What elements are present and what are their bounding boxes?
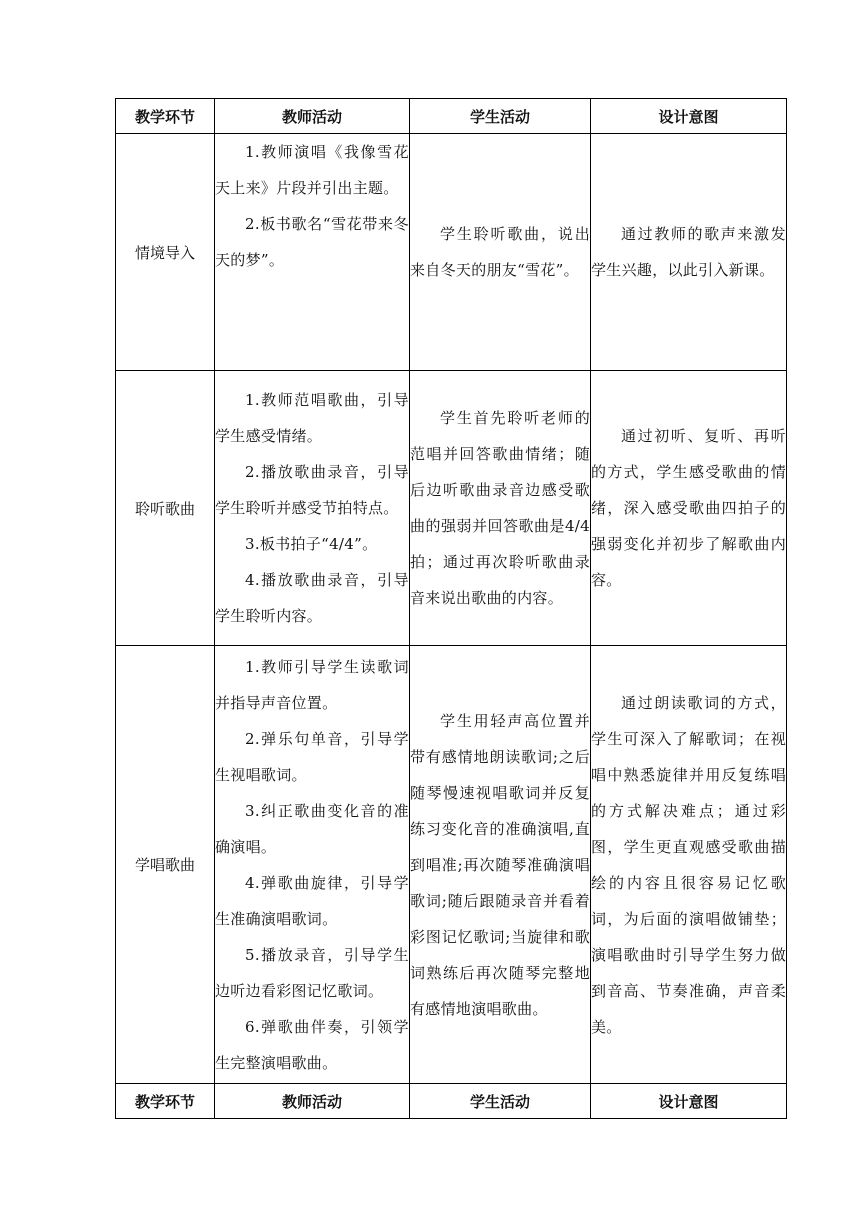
header-stage: 教学环节 [116,99,215,134]
teacher-activity-item: 3.板书拍子“4/4”。 [245,535,378,553]
teacher-activity-item: 2.播放歌曲录音，引导学生聆听并感受节拍特点。 [215,463,409,517]
teacher-activity-item: 3.纠正歌曲变化音的准确演唱。 [215,801,409,856]
design-intent-text: 通过初听、复听、再听的方式，学生感受歌曲的情绪，深入感受歌曲四拍子的强弱变化并初步了解歌曲内容。 [591,427,786,589]
table-row [116,646,787,1084]
student-activity-cell [410,646,591,1084]
teacher-activity-item: 1.教师引导学生读歌词并指导声音位置。 [215,657,409,712]
student-activity-text: 学生聆听歌曲，说出来自冬天的朋友“雪花”。 [410,225,590,279]
teacher-activity-cell [215,371,410,646]
stage-cell: 学唱歌曲 [116,646,215,1084]
student-activity-text: 学生首先聆听老师的范唱并回答歌曲情绪；随后边听歌曲录音边感受歌曲的强弱并回答歌曲是4/4拍；通过再次聆听歌曲录音来说出歌曲的内容。 [410,409,590,607]
student-activity-text: 学生用轻声高位置并带有感情地朗读歌词;之后随琴慢速视唱歌词并反复练习变化音的准确演唱,直到唱准;再次随琴准确演唱歌词;随后跟随录音并看着彩图记忆歌词;当旋律和歌词熟练后再次随琴完整地有感情地演唱歌曲。 [410,711,590,1018]
teacher-activity-cell [215,646,410,1084]
teacher-activity-item: 2.弹乐句单音，引导学生视唱歌词。 [215,729,409,784]
teacher-activity-cell [215,134,410,371]
footer-header-student-activity: 学生活动 [410,1084,591,1119]
design-intent-text: 通过朗读歌词的方式，学生可深入了解歌词；在视唱中熟悉旋律并用反复练唱的方式解决难点；通过彩图，学生更直观感受歌曲描绘的内容且很容易记忆歌词，为后面的演唱做铺垫；演唱歌曲时引导学生努力做到音高、节奏准确，声音柔美。 [591,693,786,1036]
design-intent-cell [591,134,787,371]
stage-cell: 聆听歌曲 [116,371,215,646]
footer-header-teacher-activity: 教师活动 [215,1084,410,1119]
header-row [116,99,787,134]
teacher-activity-item: 1.教师演唱《我像雪花天上来》片段并引出主题。 [215,143,409,197]
table-row [116,134,787,371]
teacher-activity-item: 1.教师范唱歌曲，引导学生感受情绪。 [215,391,409,445]
stage-cell: 情境导入 [116,134,215,371]
teacher-activity-item: 4.弹歌曲旋律，引导学生准确演唱歌词。 [215,873,409,928]
teacher-activity-item: 6.弹歌曲伴奏，引领学生完整演唱歌曲。 [215,1017,409,1072]
lesson-plan-table [115,98,787,1119]
design-intent-text: 通过教师的歌声来激发学生兴趣，以此引入新课。 [591,225,786,279]
student-activity-cell [410,371,591,646]
table-row [116,371,787,646]
footer-header-stage: 教学环节 [116,1084,215,1119]
teacher-activity-item: 4.播放歌曲录音，引导学生聆听内容。 [215,571,409,625]
teacher-activity-item: 2.板书歌名“雪花带来冬天的梦”。 [215,215,409,269]
design-intent-cell [591,371,787,646]
teacher-activity-item: 5.播放录音，引导学生边听边看彩图记忆歌词。 [215,945,409,1000]
footer-header-design-intent: 设计意图 [591,1084,787,1119]
header-student-activity: 学生活动 [410,99,591,134]
design-intent-cell [591,646,787,1084]
header-teacher-activity: 教师活动 [215,99,410,134]
footer-header-row [116,1084,787,1119]
student-activity-cell [410,134,591,371]
header-design-intent: 设计意图 [591,99,787,134]
